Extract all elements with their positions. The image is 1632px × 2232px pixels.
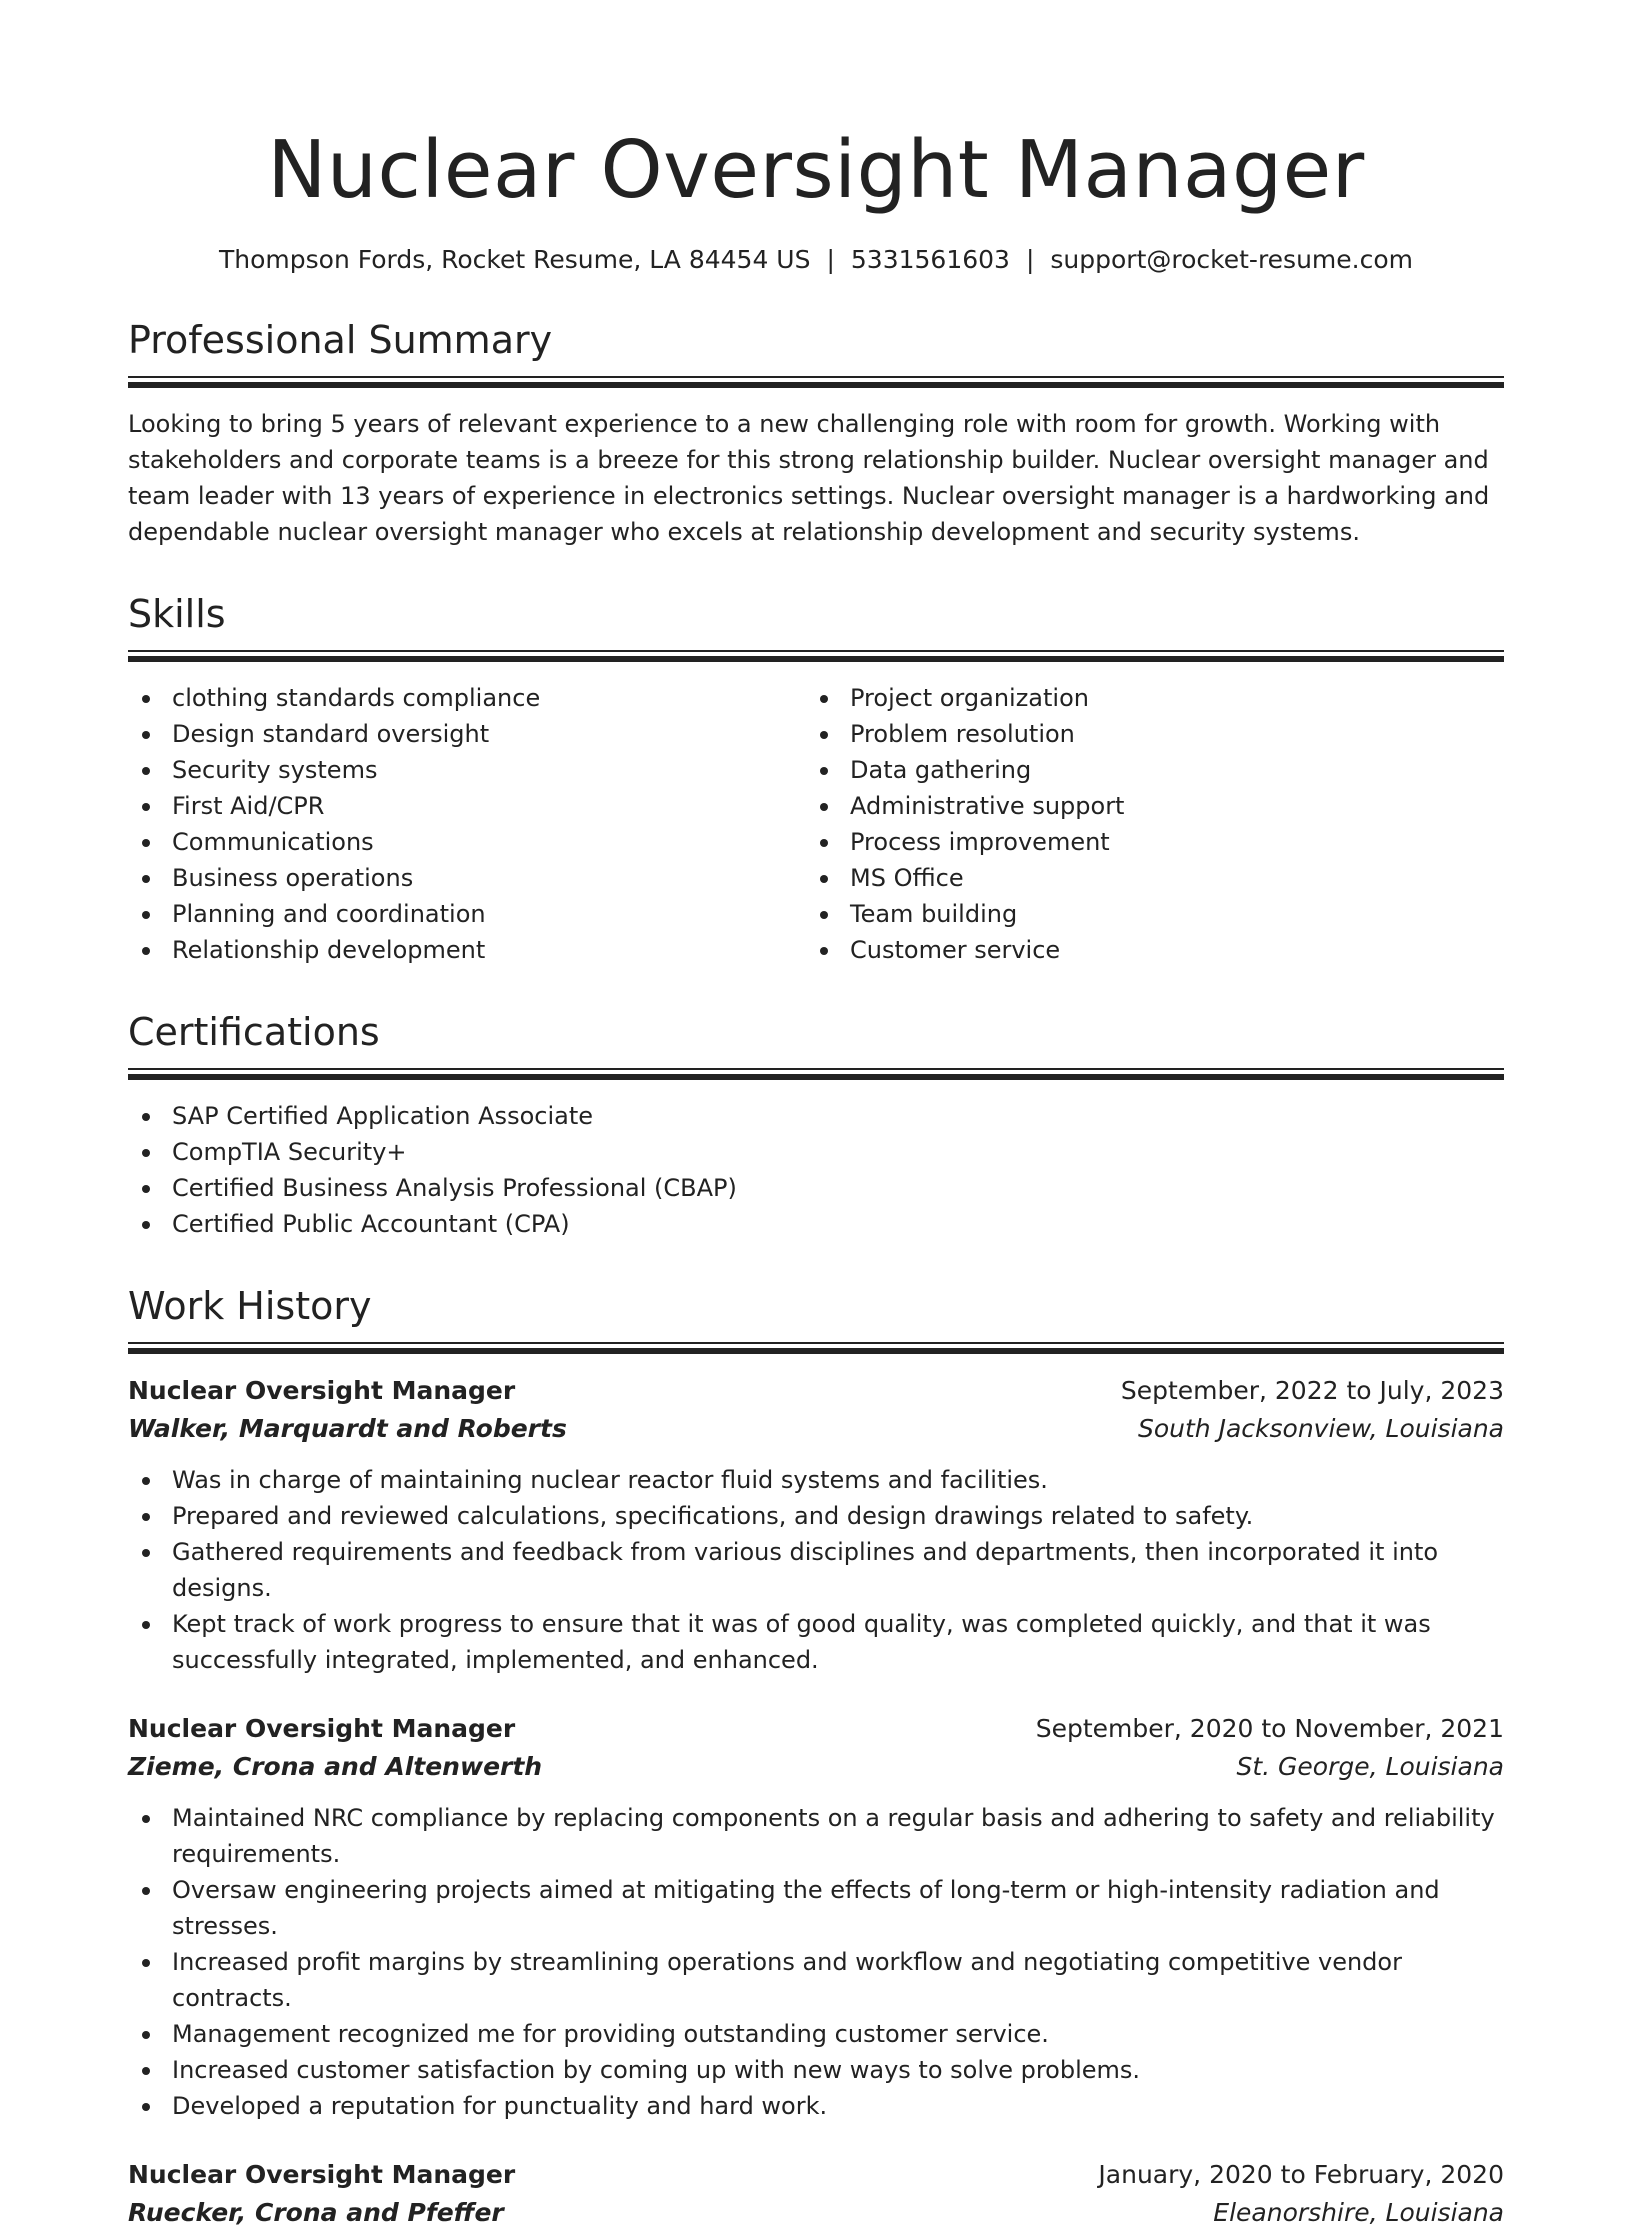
page-title: Nuclear Oversight Manager (267, 124, 1365, 216)
section-heading-summary: Professional Summary (128, 318, 553, 362)
job-bullet: Maintained NRC compliance by replacing components on a regular basis and adhering to safety and reliability requirements. (128, 1800, 1504, 1872)
skill-item: Relationship development (128, 932, 806, 968)
job-title: Nuclear Oversight Manager (128, 2160, 516, 2189)
job-company: Ruecker, Crona and Pfeffer (128, 2198, 504, 2227)
job-bullet: Oversaw engineering projects aimed at mitigating the effects of long-term or high-intensity radiation and stresses. (128, 1872, 1504, 1944)
skill-item: MS Office (806, 860, 1484, 896)
contact-phone: 5331561603 (850, 245, 1010, 274)
skill-item: Customer service (806, 932, 1484, 968)
skill-item: First Aid/CPR (128, 788, 806, 824)
job-bullet: Management recognized me for providing outstanding customer service. (128, 2016, 1504, 2052)
skills-list-left (128, 680, 806, 968)
section-divider (128, 1342, 1504, 1354)
certification-item: CompTIA Security+ (128, 1134, 1504, 1170)
certification-item: Certified Public Accountant (CPA) (128, 1206, 1504, 1242)
skill-item: Problem resolution (806, 716, 1484, 752)
skill-item: Project organization (806, 680, 1484, 716)
job-header-row (128, 1372, 1504, 1410)
job-entry (128, 1372, 1504, 1678)
section-heading-certifications: Certifications (128, 1010, 380, 1054)
contact-address: Thompson Fords, Rocket Resume, LA 84454 US (218, 245, 811, 274)
job-company-row (128, 1410, 1504, 1448)
skill-item: Design standard oversight (128, 716, 806, 752)
job-location: St. George, Louisiana (1236, 1752, 1504, 1781)
section-divider (128, 650, 1504, 662)
job-dates: September, 2022 to July, 2023 (1120, 1376, 1504, 1405)
job-dates: September, 2020 to November, 2021 (1035, 1714, 1504, 1743)
job-entry (128, 2156, 1504, 2232)
skill-item: Communications (128, 824, 806, 860)
skill-item: clothing standards compliance (128, 680, 806, 716)
job-header-row (128, 1710, 1504, 1748)
skill-item: Planning and coordination (128, 896, 806, 932)
job-bullet: Increased customer satisfaction by coming up with new ways to solve problems. (128, 2052, 1504, 2088)
job-bullet: Prepared and reviewed calculations, specifications, and design drawings related to safety. (128, 1498, 1504, 1534)
job-company-row (128, 2194, 1504, 2232)
job-title: Nuclear Oversight Manager (128, 1714, 516, 1743)
work-history-section-header (128, 1282, 1504, 1354)
skill-item: Security systems (128, 752, 806, 788)
resume-page (128, 0, 1504, 2232)
certification-item: Certified Business Analysis Professional (CBAP) (128, 1170, 1504, 1206)
certifications-list (128, 1098, 1504, 1242)
skills-columns (128, 680, 1504, 968)
job-location: South Jacksonview, Louisiana (1137, 1414, 1504, 1443)
job-entry (128, 1710, 1504, 2124)
job-dates: January, 2020 to February, 2020 (1098, 2160, 1504, 2189)
section-heading-work-history: Work History (128, 1284, 372, 1328)
job-bullet: Increased profit margins by streamlining operations and workflow and negotiating competitive vendor contracts. (128, 1944, 1504, 2016)
certifications-section-header (128, 1008, 1504, 1080)
job-company: Walker, Marquardt and Roberts (128, 1414, 567, 1443)
job-bullets (128, 1462, 1504, 1678)
skills-list-right (806, 680, 1484, 968)
skill-item: Process improvement (806, 824, 1484, 860)
certification-item: SAP Certified Application Associate (128, 1098, 1504, 1134)
job-location: Eleanorshire, Louisiana (1213, 2198, 1504, 2227)
contact-separator: | (826, 245, 835, 274)
job-bullet: Kept track of work progress to ensure that it was of good quality, was completed quickly, and that it was successfully integrated, implemented, and enhanced. (128, 1606, 1504, 1678)
contact-line (128, 244, 1504, 276)
contact-email: support@rocket-resume.com (1050, 245, 1414, 274)
job-company: Zieme, Crona and Altenwerth (128, 1752, 543, 1781)
skills-section-header (128, 590, 1504, 662)
skill-item: Administrative support (806, 788, 1484, 824)
section-divider (128, 1068, 1504, 1080)
summary-section-header (128, 316, 1504, 388)
job-bullets (128, 1800, 1504, 2124)
contact-separator: | (1025, 245, 1035, 274)
job-bullet: Developed a reputation for punctuality and hard work. (128, 2088, 1504, 2124)
section-heading-skills: Skills (128, 592, 226, 636)
job-bullet: Gathered requirements and feedback from various disciplines and departments, then incorporated it into designs. (128, 1534, 1504, 1606)
skill-item: Team building (806, 896, 1484, 932)
job-bullet: Was in charge of maintaining nuclear reactor fluid systems and facilities. (128, 1462, 1504, 1498)
summary-text: Looking to bring 5 years of relevant experience to a new challenging role with room for growth. Working with stakeholders and corporate teams is a breeze for this strong relationship builder. Nuclear oversight manager and team leader with 13 years of experience in electronics settings. Nuclear oversight manager is a hardworking and dependable nuclear oversight manager who excels at relationship development and security systems. (128, 410, 1490, 546)
section-divider (128, 376, 1504, 388)
job-title: Nuclear Oversight Manager (128, 1376, 516, 1405)
skill-item: Data gathering (806, 752, 1484, 788)
skill-item: Business operations (128, 860, 806, 896)
job-header-row (128, 2156, 1504, 2194)
job-company-row (128, 1748, 1504, 1786)
